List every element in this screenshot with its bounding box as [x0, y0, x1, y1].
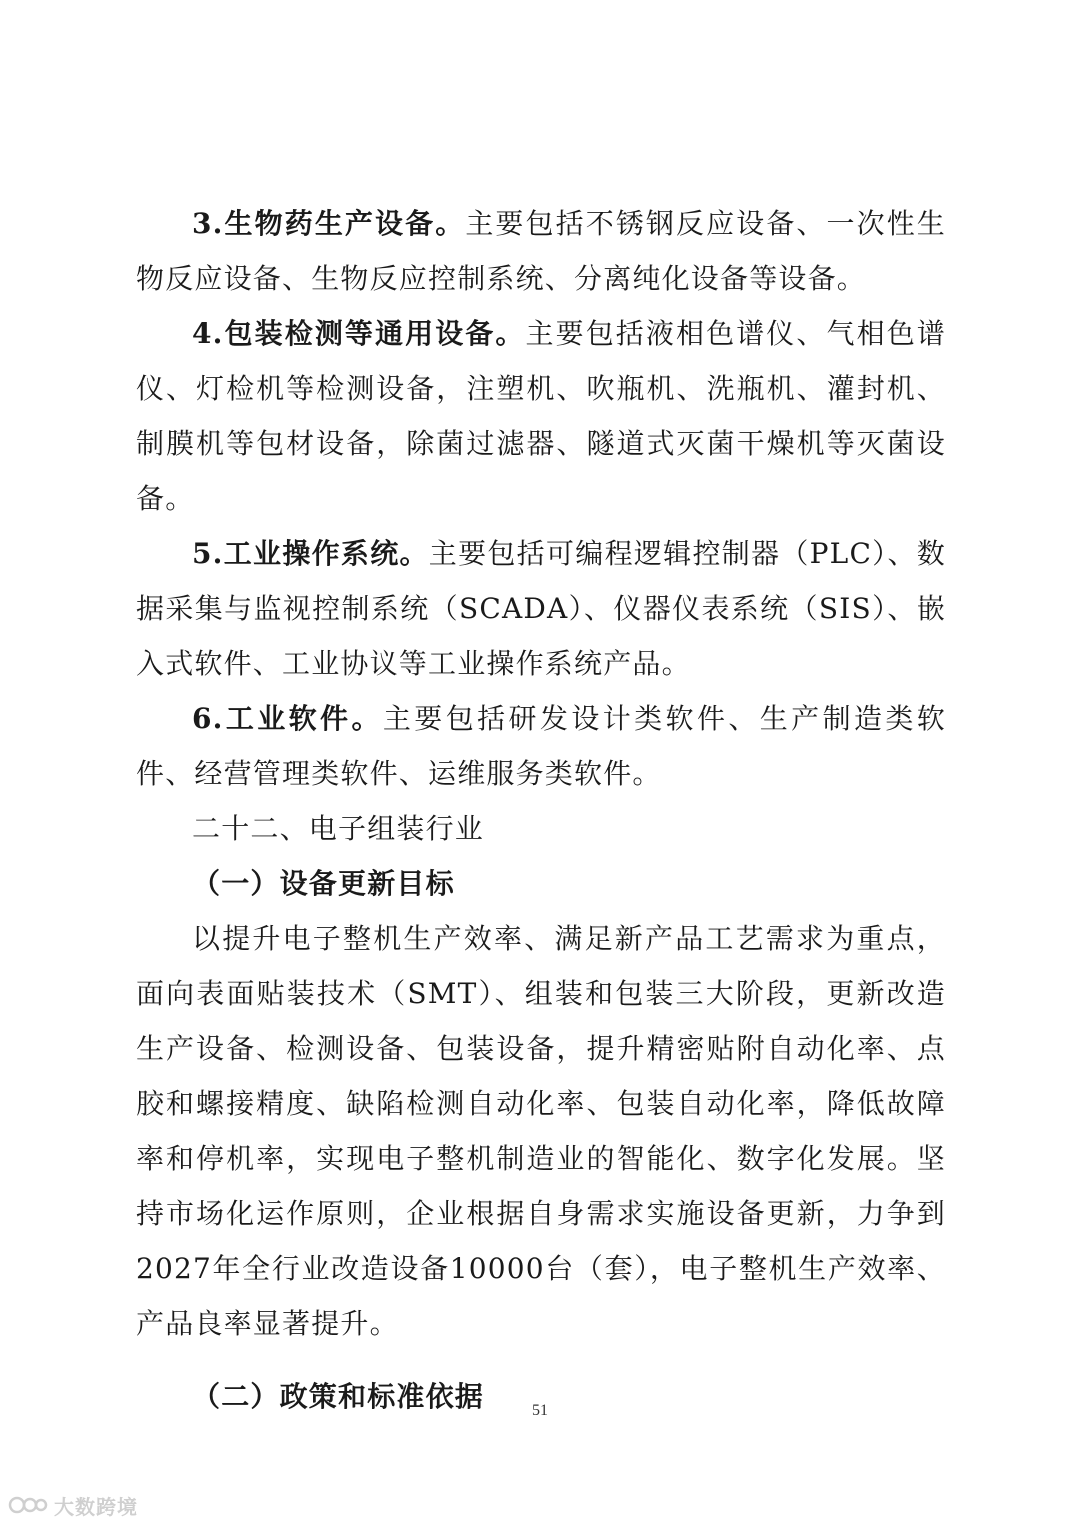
paragraph-heading: 5.工业操作系统。 — [192, 537, 429, 570]
paragraph-heading: 6.工业软件。 — [192, 702, 383, 735]
brand-logo-icon — [8, 1493, 48, 1517]
paragraph-heading: 4.包装检测等通用设备。 — [192, 317, 526, 350]
section-title: 二十二、电子组装行业 — [192, 812, 485, 845]
paragraph-industrial-software — [136, 691, 946, 801]
paragraph-text: 主要包括液相色谱仪、气相色谱仪、灯检机等检测设备，注塑机、吹瓶机、洗瓶机、灌封机、制膜机等包材设备，除菌过滤器、隧道式灭菌干燥机等灭菌设备。 — [136, 317, 946, 515]
paragraph-bio-equipment — [136, 196, 946, 306]
watermark-text: 大数跨境 — [54, 1494, 138, 1519]
paragraph-text: 主要包括研发设计类软件、生产制造类软件、经营管理类软件、运维服务类软件。 — [136, 702, 946, 790]
paragraph-text: 主要包括不锈钢反应设备、一次性生物反应设备、生物反应控制系统、分离纯化设备等设备。 — [136, 207, 947, 295]
spacer — [136, 1351, 946, 1369]
paragraph-goals-body: 以提升电子整机生产效率、满足新产品工艺需求为重点，面向表面贴装技术（SMT）、组装和包装三大阶段，更新改造生产设备、检测设备、包装设备，提升精密贴附自动化率、点胶和螺接精度、缺陷检测自动化率、包装自动化率，降低故障率和停机率，实现电子整机制造业的智能化、数字化发展。坚持市场化运作原则，企业根据自身需求实施设备更新，力争到2027年全行业改造设备10000台（套），电子整机生产效率、产品良率显著提升。 — [136, 922, 946, 1340]
subsection-title-policy: （二）政策和标准依据 — [192, 1380, 485, 1413]
page-number: 51 — [532, 1402, 548, 1419]
subsection-title-goals: （一）设备更新目标 — [192, 867, 455, 900]
paragraph-packaging-equipment — [136, 306, 946, 526]
document-body — [136, 196, 946, 1424]
paragraph-heading: 3.生物药生产设备。 — [192, 207, 466, 240]
watermark — [8, 1490, 138, 1520]
paragraph-text: 主要包括可编程逻辑控制器（PLC）、数据采集与监视控制系统（SCADA）、仪器仪表系统（SIS）、嵌入式软件、工业协议等工业操作系统产品。 — [136, 537, 946, 680]
paragraph-industrial-os — [136, 526, 946, 691]
